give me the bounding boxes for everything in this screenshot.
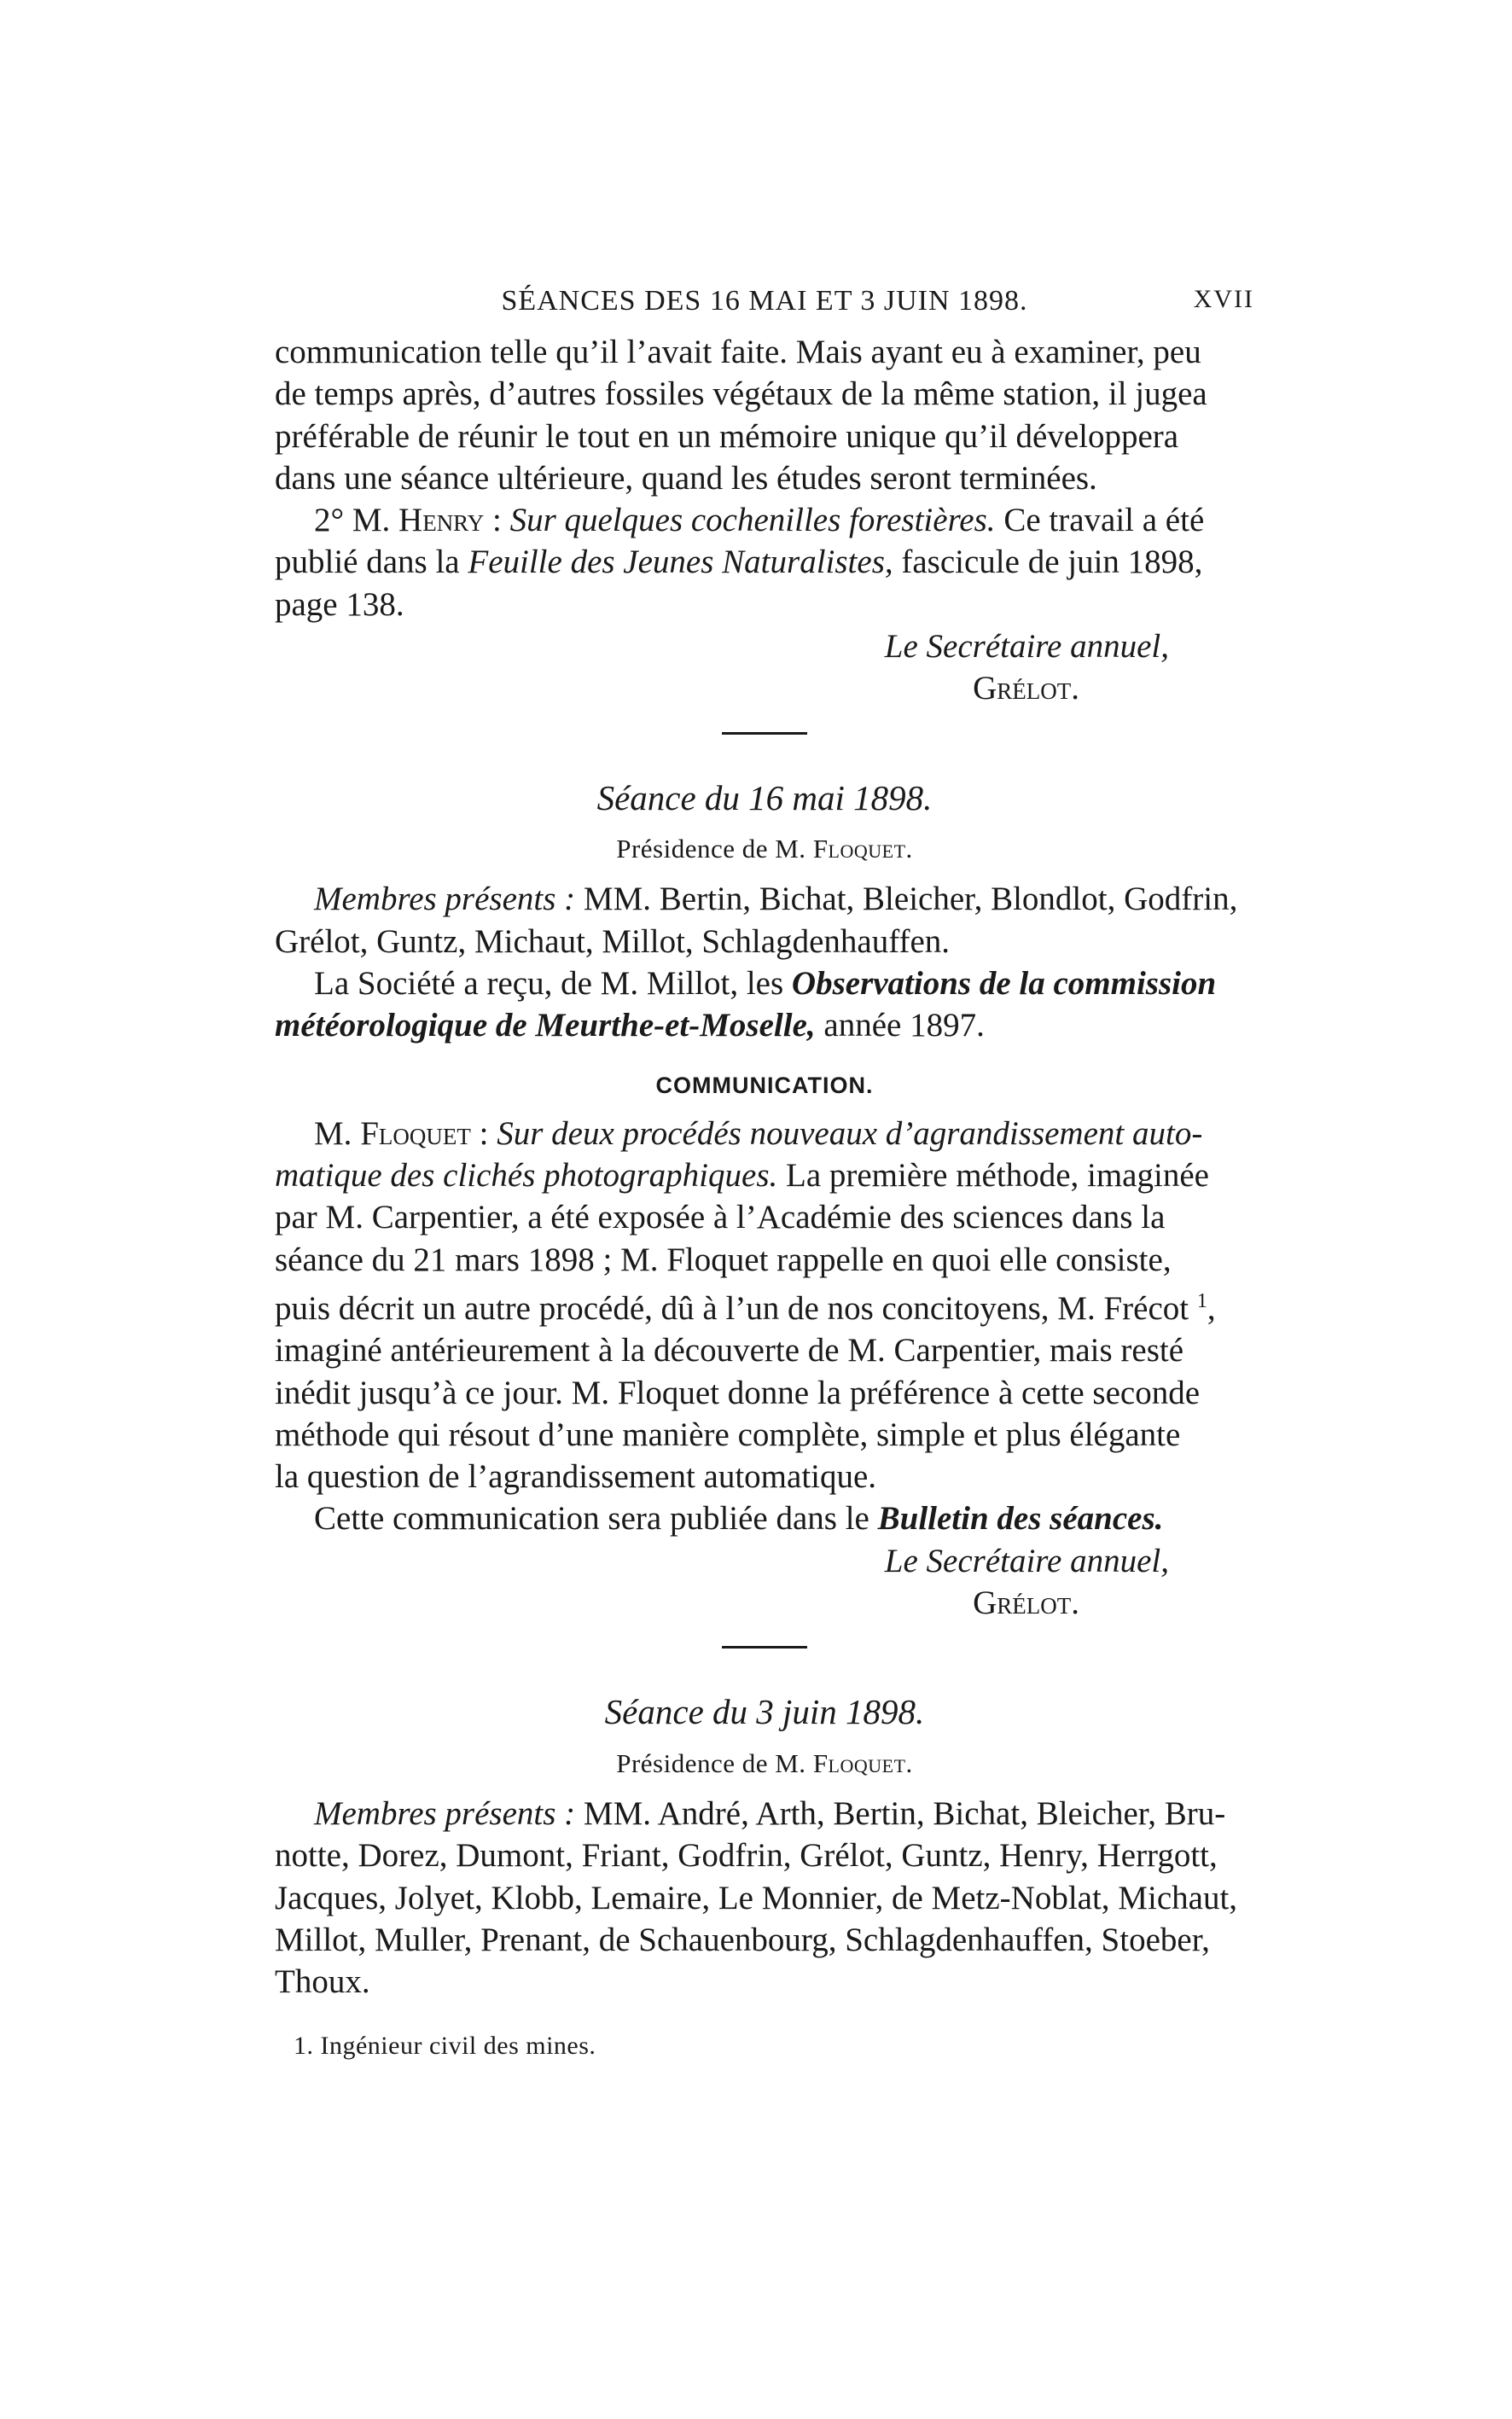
seance-title: Séance du 3 juin 1898. bbox=[604, 1692, 925, 1732]
text-span: Présidence de M. bbox=[616, 1747, 813, 1778]
work-title: Sur quelques cochenilles forestières. bbox=[509, 502, 996, 539]
communication-line bbox=[275, 1113, 1254, 1154]
text-line: par M. Carpentier, a été exposée à l’Académie des sciences dans la bbox=[275, 1199, 1166, 1236]
presidence-line bbox=[275, 1742, 1254, 1784]
presidence-line bbox=[275, 828, 1254, 869]
colon: : bbox=[484, 502, 510, 539]
journal-title: Feuille des Jeunes Naturalistes, bbox=[468, 544, 893, 581]
footnote-text: Ingénieur civil des mines. bbox=[313, 2032, 596, 2061]
members-label: Membres présents : bbox=[314, 881, 576, 918]
members-line bbox=[275, 1793, 1254, 1835]
bulletin-title: Bulletin des séances. bbox=[877, 1500, 1164, 1538]
item-2-line bbox=[275, 499, 1254, 541]
members-label: Membres présents : bbox=[314, 1794, 576, 1832]
text-line: méthode qui résout d’une manière complète, simple et plus élégante bbox=[275, 1416, 1181, 1453]
publication-line bbox=[275, 1497, 1254, 1539]
running-title: SÉANCES DES 16 MAI ET 3 JUIN 1898. bbox=[501, 285, 1028, 317]
text-span: Cette communication sera publiée dans le bbox=[314, 1500, 878, 1538]
footnote-number: 1. bbox=[294, 2032, 314, 2061]
text-line: de temps après, d’autres fossiles végétaux de la même station, il jugea bbox=[275, 375, 1207, 413]
text-line: inédit jusqu’à ce jour. M. Floquet donne la préférence à cette seconde bbox=[275, 1374, 1201, 1411]
item-2-line bbox=[275, 541, 1254, 583]
text-line: dans une séance ultérieure, quand les études seront terminées. bbox=[275, 459, 1097, 497]
communication-title: matique des clichés photographiques. bbox=[275, 1157, 778, 1195]
text-span: publié dans la bbox=[275, 544, 468, 581]
text-line: la question de l’agrandissement automatique. bbox=[275, 1458, 877, 1496]
members-line: notte, Dorez, Dumont, Friant, Godfrin, Grélot, Guntz, Henry, Herrgott, bbox=[275, 1837, 1218, 1875]
footnote bbox=[275, 2025, 1254, 2067]
members-line: Grélot, Guntz, Michaut, Millot, Schlagdenhauffen. bbox=[275, 922, 951, 960]
text-span: Présidence de M. bbox=[616, 833, 813, 864]
text-span: année 1897. bbox=[815, 1007, 985, 1044]
secretary-name: Grélot. bbox=[973, 670, 1079, 707]
secretary-title: Le Secrétaire annuel, bbox=[884, 1542, 1169, 1579]
page-number: XVII bbox=[1193, 285, 1254, 313]
text-span: La première méthode, imaginée bbox=[777, 1157, 1209, 1195]
text-line: communication telle qu’il l’avait faite. Mais ayant eu à examiner, peu bbox=[275, 334, 1201, 370]
text-line: séance du 21 mars 1898 ; M. Floquet rappelle en quoi elle consiste, bbox=[275, 1241, 1172, 1278]
text-span: , bbox=[1207, 1289, 1216, 1327]
received-line bbox=[275, 962, 1254, 1004]
communication-title: Sur deux procédés nouveaux d’agrandissement auto- bbox=[497, 1114, 1203, 1152]
received-title: météorologique de Meurthe-et-Moselle, bbox=[275, 1007, 816, 1044]
members-line: Jacques, Jolyet, Klobb, Lemaire, Le Monnier, de Metz-Noblat, Michaut, bbox=[275, 1879, 1238, 1916]
president-name: Floquet. bbox=[812, 1747, 913, 1778]
running-header bbox=[275, 285, 1254, 328]
president-name: Floquet. bbox=[812, 833, 913, 864]
text-line: préférable de réunir le tout en un mémoire unique qu’il développera bbox=[275, 417, 1179, 455]
text-line: imaginé antérieurement à la découverte de M. Carpentier, mais resté bbox=[275, 1332, 1184, 1369]
seance-title: Séance du 16 mai 1898. bbox=[596, 777, 933, 817]
text-span: M. bbox=[314, 1114, 361, 1152]
received-title: Observations de la commission bbox=[791, 964, 1217, 1002]
communication-heading: COMMUNICATION. bbox=[655, 1073, 874, 1099]
secretary-name: Grélot. bbox=[973, 1585, 1079, 1622]
page-body bbox=[275, 331, 1254, 2067]
footnote-marker: 1 bbox=[1196, 1289, 1207, 1312]
author-name: Floquet bbox=[360, 1114, 471, 1152]
text-span: La Société a reçu, de M. Millot, les bbox=[314, 964, 792, 1002]
secretary-title: Le Secrétaire annuel, bbox=[884, 628, 1169, 666]
item-number: 2° M. bbox=[314, 502, 399, 539]
text-span: Ce travail a été bbox=[995, 502, 1205, 539]
text-span: fascicule de juin 1898, bbox=[893, 544, 1203, 581]
received-line bbox=[275, 1004, 1254, 1046]
text-span: MM. Bertin, Bichat, Bleicher, Blondlot, Godfrin, bbox=[575, 881, 1238, 918]
text-line: page 138. bbox=[275, 585, 404, 623]
text-span: MM. André, Arth, Bertin, Bichat, Bleicher, Bru- bbox=[575, 1794, 1226, 1832]
members-line bbox=[275, 878, 1254, 920]
author-name: Henry bbox=[398, 502, 485, 539]
colon: : bbox=[470, 1114, 497, 1152]
communication-line bbox=[275, 1154, 1254, 1196]
text-span: puis décrit un autre procédé, dû à l’un de nos concitoyens, M. Frécot bbox=[275, 1289, 1197, 1327]
members-line: Thoux. bbox=[275, 1963, 370, 2001]
text-line bbox=[275, 1281, 1254, 1329]
members-line: Millot, Muller, Prenant, de Schauenbourg, Schlagdenhauffen, Stoeber, bbox=[275, 1921, 1210, 1958]
